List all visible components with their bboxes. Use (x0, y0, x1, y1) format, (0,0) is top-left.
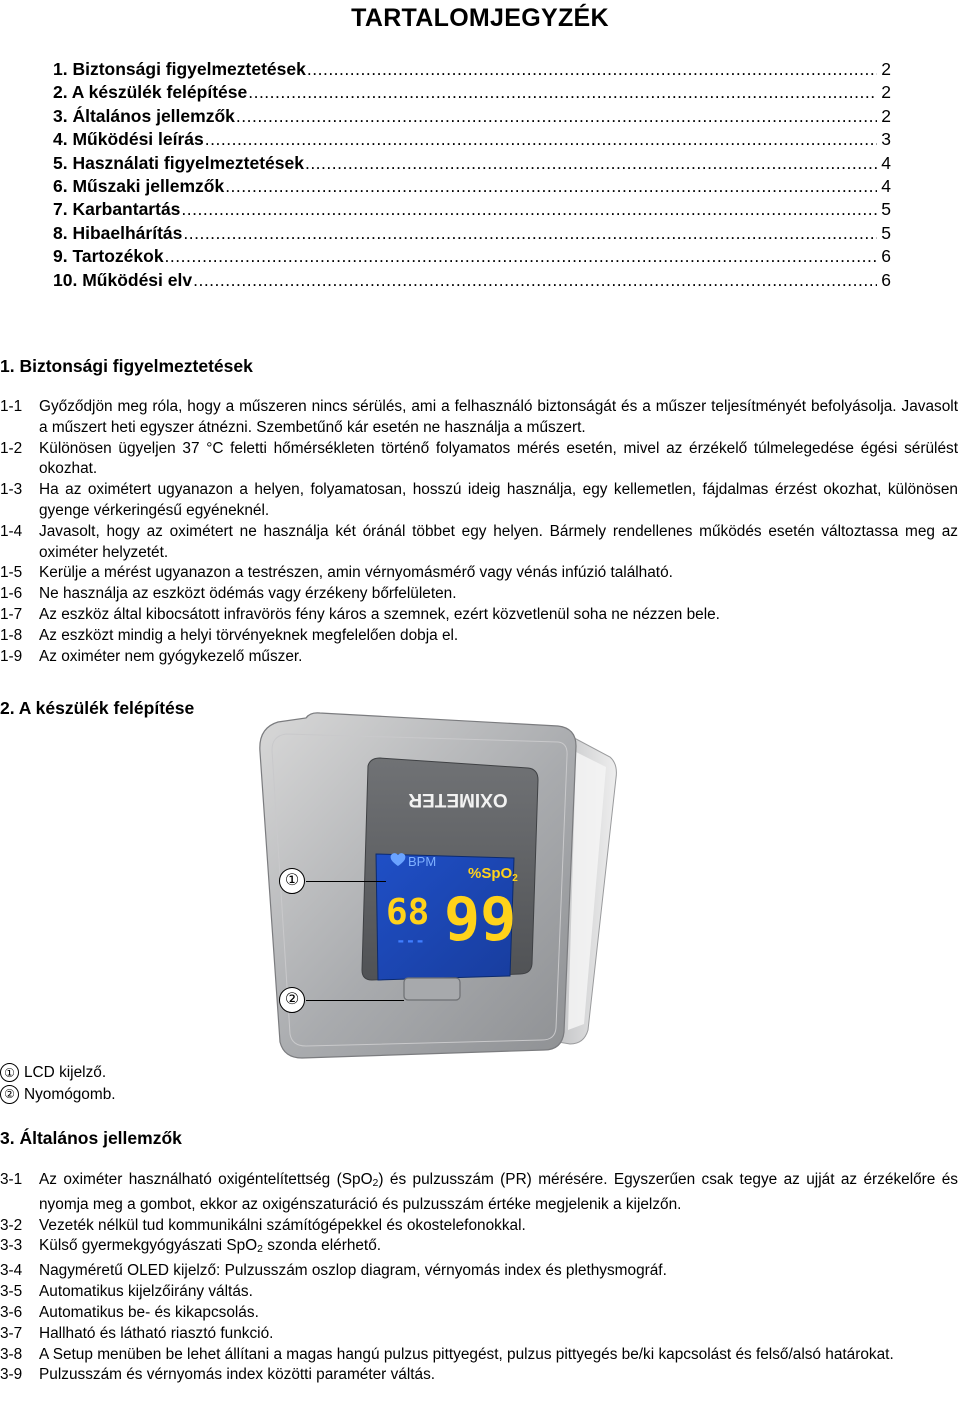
toc-label: 10. Működési elv (53, 269, 193, 290)
bpm-label: BPM (408, 854, 437, 869)
callout-1: ① (279, 868, 305, 894)
toc-page-number: 2 (881, 82, 891, 103)
toc-leader (193, 269, 877, 292)
toc-entry[interactable] (53, 152, 891, 175)
item-text: Különösen ügyeljen 37 °C feletti hőmérsékleten történő folyamatos mérés esetén, mivel az érzékelő túlmelegedése égési sérülést okozhat. (39, 439, 958, 478)
item-text (0, 1261, 958, 1282)
item-number: 1-3 (0, 481, 23, 499)
toc-page-number: 4 (881, 152, 891, 173)
list-item (0, 522, 958, 564)
table-of-contents (53, 58, 891, 292)
toc-entry[interactable] (53, 175, 891, 198)
page-title: TARTALOMJEGYZÉK (351, 4, 609, 32)
item-number: 3-7 (0, 1324, 23, 1342)
item-text: Az oximéter nem gyógykezelő műszer. (39, 647, 303, 665)
item-text-part: szonda elérhető. (262, 1237, 382, 1255)
toc-entry[interactable] (53, 58, 891, 81)
toc-entry[interactable] (53, 105, 891, 128)
item-text (0, 1170, 958, 1216)
toc-entry[interactable] (53, 81, 891, 104)
list-item (0, 605, 958, 626)
item-number: 3-2 (0, 1216, 23, 1234)
toc-page-number: 5 (881, 222, 891, 243)
features-list (0, 1170, 958, 1386)
item-number: 3-5 (0, 1283, 23, 1301)
spo2-label (468, 865, 518, 884)
toc-leader (225, 175, 877, 198)
legend-mark: ① (0, 1063, 19, 1082)
item-text (0, 1282, 958, 1303)
item-number: 3-1 (0, 1171, 23, 1188)
callout-2: ② (279, 987, 305, 1013)
toc-leader (165, 245, 878, 268)
pulse-value: 68 (386, 892, 430, 933)
legend-item (0, 1084, 116, 1106)
list-item (0, 1170, 958, 1216)
toc-leader (248, 81, 877, 104)
spo2-label-text: %SpO (468, 865, 513, 882)
item-number: 1-8 (0, 626, 23, 644)
item-text-part: Automatikus be- és kikapcsolás. (39, 1303, 259, 1321)
push-button[interactable] (404, 978, 460, 1000)
list-item (0, 1236, 958, 1261)
list-item (0, 1365, 958, 1386)
item-number: 3-3 (0, 1237, 23, 1255)
list-item (0, 397, 958, 439)
item-text-sub: 2 (257, 1244, 263, 1256)
toc-label: 5. Használati figyelmeztetések (53, 152, 304, 173)
item-text: Az eszköz által kibocsátott infravörös fény káros a szemnek, ezért közvetlenül soha ne nézzen bele. (39, 605, 720, 623)
toc-leader (181, 198, 877, 221)
toc-leader (305, 152, 877, 175)
toc-page-number: 2 (881, 105, 891, 126)
legend-text: Nyomógomb. (24, 1085, 116, 1103)
legend-mark: ② (0, 1085, 19, 1104)
list-item (0, 439, 958, 481)
toc-label: 3. Általános jellemzők (53, 105, 235, 126)
item-text (0, 1236, 958, 1261)
item-text-part: Vezeték nélkül tud kommunikálni számítógépekkel és okostelefonokkal. (39, 1216, 526, 1234)
toc-entry[interactable] (53, 198, 891, 221)
item-text (0, 1216, 958, 1237)
toc-page-number: 4 (881, 175, 891, 196)
toc-entry[interactable] (53, 245, 891, 268)
list-item (0, 1324, 958, 1345)
item-text-part: A Setup menüben be lehet állítani a magas hangú pulzus pittyegést, pulzus pittyegés be/ki kapcsolást és felső/alsó határokat. (39, 1345, 894, 1363)
toc-leader (205, 128, 878, 151)
safety-warnings-list (0, 397, 958, 667)
item-text-part: Nagyméretű OLED kijelző: Pulzusszám oszlop diagram, vérnyomás index és plethysmográf. (39, 1262, 667, 1280)
callout-line (306, 1000, 404, 1001)
item-text-part: Az oximéter használható oxigéntelítettség (SpO (39, 1171, 373, 1188)
list-item (0, 1282, 958, 1303)
callout-line (306, 881, 386, 882)
list-item (0, 584, 958, 605)
item-number: 1-4 (0, 522, 23, 540)
toc-page-number: 3 (881, 129, 891, 150)
component-legend (0, 1062, 116, 1105)
brand-label: OXIMETER (408, 789, 508, 810)
item-number: 3-4 (0, 1262, 23, 1280)
item-number: 1-9 (0, 647, 23, 665)
toc-label: 8. Hibaelhárítás (53, 222, 183, 243)
item-text: Ha az oximétert ugyanazon a helyen, folyamatosan, hosszú ideig használja, egy kellemetlen, fájdalmas érzést okozhat, különösen gyenge vérkeringésű egyéneknél. (39, 481, 958, 519)
toc-entry[interactable] (53, 222, 891, 245)
item-text: Győződjön meg róla, hogy a műszeren nincs sérülés, ami a felhasználó biztonságát és a műszer teljesítményét befolyásolja. Javasolt a műszert heti egyszer átnézni. Szembetűnő kár esetén ne használja a műszert. (39, 398, 958, 436)
item-text-part: Pulzusszám és vérnyomás index közötti paraméter váltás. (39, 1366, 436, 1384)
toc-label: 2. A készülék felépítése (53, 82, 248, 103)
spo2-value: 99 (444, 885, 517, 955)
item-number: 1-2 (0, 439, 23, 457)
toc-entry[interactable] (53, 128, 891, 151)
item-number: 1-1 (0, 398, 23, 415)
item-text-sub: 2 (372, 1178, 379, 1190)
item-number: 1-5 (0, 564, 23, 582)
item-text-part: ) és pulzusszám (PR) mérésére. Egyszerűen csak tegye az ujját az érzékelőre és nyomja meg a gombot, ekkor az oxigénszaturáció és pulzusszám értéke megjelenik a kijelzőn. (39, 1171, 958, 1213)
list-item (0, 480, 958, 522)
toc-leader (236, 105, 877, 128)
section-heading: 3. Általános jellemzők (0, 1128, 182, 1148)
list-item (0, 1216, 958, 1237)
item-text: Ne használja az eszközt ödémás vagy érzékeny bőrfelületen. (39, 585, 457, 603)
toc-entry[interactable] (53, 269, 891, 292)
toc-page-number: 6 (881, 269, 891, 290)
spo2-label-sub: 2 (512, 873, 518, 884)
toc-leader (307, 58, 877, 81)
item-text (0, 1303, 958, 1324)
item-text-part: Külső gyermekgyógyászati SpO (39, 1237, 258, 1255)
list-item (0, 563, 958, 584)
pulse-bar: --- (396, 931, 425, 950)
section-heading: 1. Biztonsági figyelmeztetések (0, 356, 253, 376)
list-item (0, 1261, 958, 1282)
item-text: Kerülje a mérést ugyanazon a testrészen, amin vérnyomásmérő vagy vénás infúzió található. (39, 564, 673, 582)
toc-label: 9. Tartozékok (53, 246, 164, 267)
legend-item (0, 1062, 116, 1084)
item-number: 1-6 (0, 585, 23, 603)
toc-page-number: 6 (881, 246, 891, 267)
item-number: 1-7 (0, 605, 23, 623)
toc-label: 1. Biztonsági figyelmeztetések (53, 59, 306, 79)
item-text: Javasolt, hogy az oximétert ne használja két óránál többet egy helyen. Bármely rendellenes működés esetén változtassa meg az oximéter helyzetét. (39, 522, 958, 561)
list-item (0, 626, 958, 647)
toc-page-number: 2 (881, 59, 891, 79)
item-text (0, 1345, 958, 1366)
oximeter-illustration (258, 712, 618, 1060)
item-text (0, 1324, 958, 1345)
item-text-part: Hallható és látható riasztó funkció. (39, 1324, 274, 1342)
toc-label: 4. Működési leírás (53, 129, 204, 150)
toc-label: 6. Műszaki jellemzők (53, 175, 225, 196)
item-number: 3-6 (0, 1303, 23, 1321)
item-text (0, 1365, 958, 1386)
list-item (0, 647, 958, 668)
item-text-part: Automatikus kijelzőirány váltás. (39, 1283, 253, 1301)
list-item (0, 1345, 958, 1366)
toc-page-number: 5 (881, 199, 891, 220)
item-number: 3-9 (0, 1366, 23, 1384)
item-text: Az eszközt mindig a helyi törvényeknek megfelelően dobja el. (39, 626, 459, 644)
legend-text: LCD kijelző. (24, 1064, 107, 1081)
list-item (0, 1303, 958, 1324)
toc-leader (183, 222, 877, 245)
section-heading: 2. A készülék felépítése (0, 698, 195, 718)
item-number: 3-8 (0, 1345, 23, 1363)
toc-label: 7. Karbantartás (53, 199, 181, 220)
